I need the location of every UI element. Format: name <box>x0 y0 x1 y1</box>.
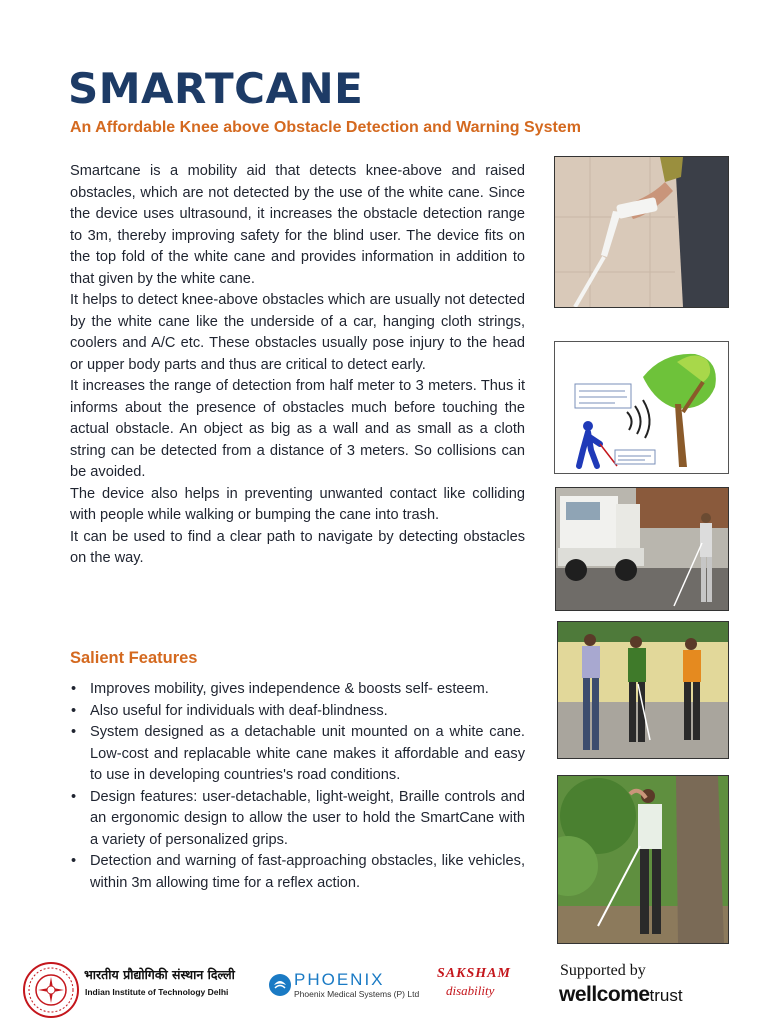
feature-text: Design features: user-detachable, light-weight, Braille controls and an ergonomic design to allow the user to hold the SmartCane with a variety of personalized grips. <box>90 788 525 848</box>
wellcome-trust-logo <box>559 983 683 1007</box>
iit-delhi-emblem-icon <box>23 962 79 1018</box>
description-paragraph: It increases the range of detection from half meter to 3 meters. Thus it informs about the presence of obstacles much before touching the actual obstacle. An object as big as a wall and as small as a cloth string can be detected from a distance of 3 meters. So collisions can be avoided. <box>70 378 525 480</box>
description-paragraph: Smartcane is a mobility aid that detects knee-above and raised obstacles, which are not detected by the use of the white cane. Since the device uses ultrasound, it increases the obstacle detection range to 3m, thereby improving safety for the blind user. The device fits on the top fold of the white cane and provides information in addition to that given by the white cane. <box>70 163 525 287</box>
bullet-icon: • <box>71 853 77 869</box>
supported-by-label: Supported by <box>560 962 646 979</box>
feature-text: System designed as a detachable unit mounted on a white cane. Low-cost and replacable white cane makes it affordable and easy to use in developing countries's road conditions. <box>90 724 525 783</box>
photo-hand-holding-smartcane <box>554 156 729 308</box>
feature-text: Improves mobility, gives independence & boosts self- esteem. <box>90 681 489 697</box>
photo-truck-street-test <box>555 487 729 611</box>
bullet-icon: • <box>71 702 77 719</box>
bullet-icon: • <box>71 788 77 805</box>
feature-item <box>70 679 525 701</box>
saksham-logo-subtext: disability <box>446 983 495 998</box>
feature-text: Detection and warning of fast-approaching obstacles, like vehicles, within 3m allowing time for a reflex action. <box>90 853 525 891</box>
description-paragraph: It helps to detect knee-above obstacles which are usually not detected by the white cane like the underside of a car, hanging cloth strings, coolers and A/C etc. These obstacles usually pose injury to the head or upper body parts and thus are critical to detect early. <box>70 292 525 373</box>
saksham-logo-text: SAKSHAM <box>437 966 511 981</box>
trust-word: trust <box>649 986 683 1005</box>
phoenix-logo-text: PHOENIX <box>294 970 385 989</box>
description-text <box>70 161 525 570</box>
bullet-icon: • <box>71 724 77 740</box>
feature-item <box>70 722 525 787</box>
features-list <box>70 679 525 894</box>
wellcome-word: wellcome <box>559 983 650 1006</box>
page-subtitle: An Affordable Knee above Obstacle Detection and Warning System <box>70 119 581 136</box>
feature-item <box>70 787 525 852</box>
description-paragraph: The device also helps in preventing unwanted contact like colliding with people while walking or bumping the cane into trash. <box>70 485 525 523</box>
features-heading: Salient Features <box>70 649 198 667</box>
phoenix-logo-icon <box>268 973 292 997</box>
photo-tree-obstacle-test <box>557 775 729 944</box>
iit-delhi-english-name: Indian Institute of Technology Delhi <box>85 987 229 997</box>
feature-item <box>70 701 525 723</box>
phoenix-company-name: Phoenix Medical Systems (P) Ltd <box>294 989 420 999</box>
bullet-icon: • <box>71 681 77 697</box>
feature-text: Also useful for individuals with deaf-blindness. <box>90 702 388 719</box>
page-title: SMARTCANE <box>68 64 364 113</box>
feature-item <box>70 851 525 894</box>
description-paragraph: It can be used to find a clear path to navigate by detecting obstacles on the way. <box>70 528 525 566</box>
photo-group-demonstration <box>557 621 729 759</box>
illustration-detection-diagram <box>554 341 729 474</box>
iit-delhi-hindi-name: भारतीय प्रौद्योगिकी संस्थान दिल्ली <box>84 967 235 982</box>
